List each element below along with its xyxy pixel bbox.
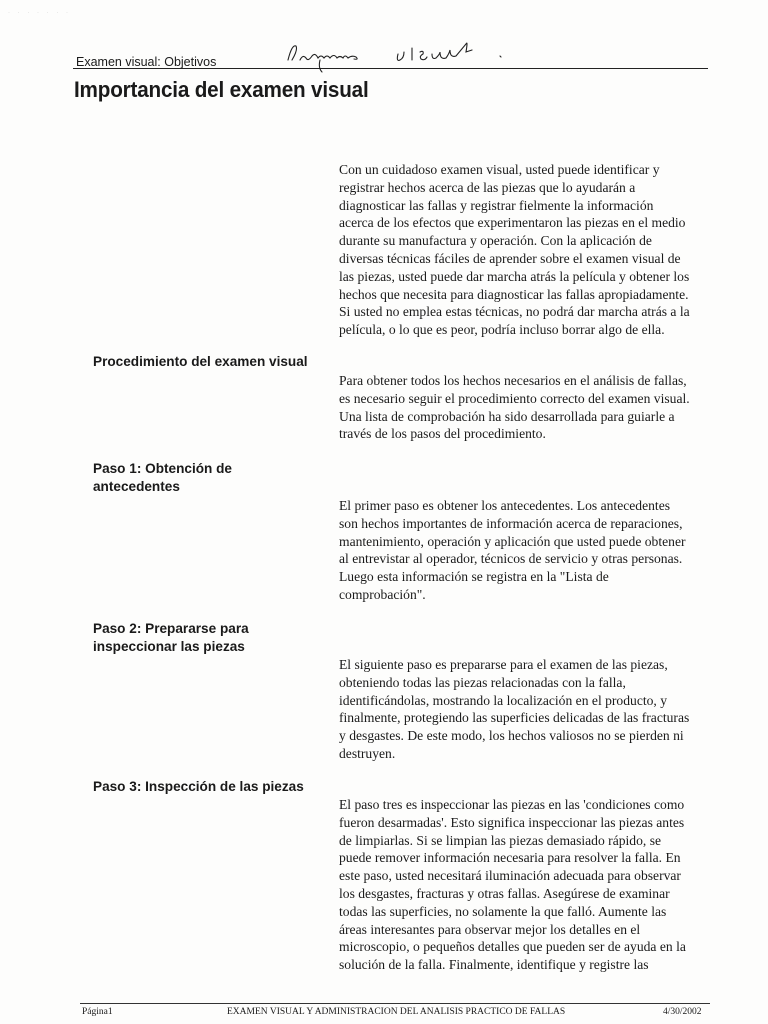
footer-divider [80,1003,710,1004]
scan-artifact: · · · · · · · [8,10,71,16]
paragraph-procedimiento: Para obtener todos los hechos necesarios en el análisis de fallas, es necesario seguir el procedimiento correcto del examen visual. Una lista de comprobación ha sido desarrollada para guiarle a través de los pasos del procedimiento. [339,373,690,442]
footer-document-title: EXAMEN VISUAL Y ADMINISTRACION DEL ANALISIS PRACTICO DE FALLAS [227,1007,566,1017]
heading-paso-1: Paso 1: Obtención de antecedentes [93,461,232,494]
heading-procedimiento: Procedimiento del examen visual [93,354,308,369]
handwritten-note [280,36,520,76]
header-divider [73,68,708,69]
paragraph-paso-3: El paso tres es inspeccionar las piezas en las 'condiciones como fueron desarmadas'. Esto significa inspeccionar las piezas antes de limpiarlas. Si se limpian las piezas demasiado rápido, se puede remover información necesaria para resolver la falla. En este paso, usted necesitará iluminación adecuada para observar los desgastes, fracturas y otras fallas. Asegúrese de examinar todas las superficies, no solamente la que falló. Aumente las áreas interesantes para observar mejor los detalles en el microscopio, o pequeños detalles que pueden ser de ayuda en la solución de la falla. Finalmente, identifique y registre las [339,797,686,973]
intro-paragraph: Con un cuidadoso examen visual, usted puede identificar y registrar hechos acerca de las piezas que lo ayudarán a diagnosticar las fallas y registrar fielmente la información acerca de los efectos que experimentaron las piezas en el medio durante su manufactura y operación. Con la aplicación de diversas técnicas fáciles de aprender sobre el examen visual de las piezas, usted puede dar marcha atrás la película y obtener los hechos que necesita para diagnosticar las fallas apropiadamente. Si usted no emplea estas técnicas, no podrá dar marcha atrás a la película, o lo que es peor, podría incluso borrar algo de ella. [339,162,690,338]
header-label: Examen visual: Objetivos [76,55,217,69]
page-title: Importancia del examen visual [74,77,369,102]
heading-paso-2: Paso 2: Prepararse para inspeccionar las piezas [93,621,249,654]
paragraph-paso-1: El primer paso es obtener los antecedentes. Los antecedentes son hechos importantes de información acerca de reparaciones, mantenimiento, operación y aplicación que usted puede obtener al entrevistar al operador, técnicos de servicio y otras personas. Luego esta información se registra en la "Lista de comprobación". [339,498,686,602]
footer-date: 4/30/2002 [663,1007,702,1017]
heading-paso-3: Paso 3: Inspección de las piezas [93,779,304,794]
paragraph-paso-2: El siguiente paso es prepararse para el examen de las piezas, obteniendo todas las piezas relacionadas con la falla, identificándolas, mostrando la localización en el producto, y finalmente, protegiendo las superficies delicadas de las fracturas y desgastes. De este modo, los hechos valiosos no se pierden ni destruyen. [339,657,690,761]
footer-page-number: Página1 [82,1007,113,1017]
